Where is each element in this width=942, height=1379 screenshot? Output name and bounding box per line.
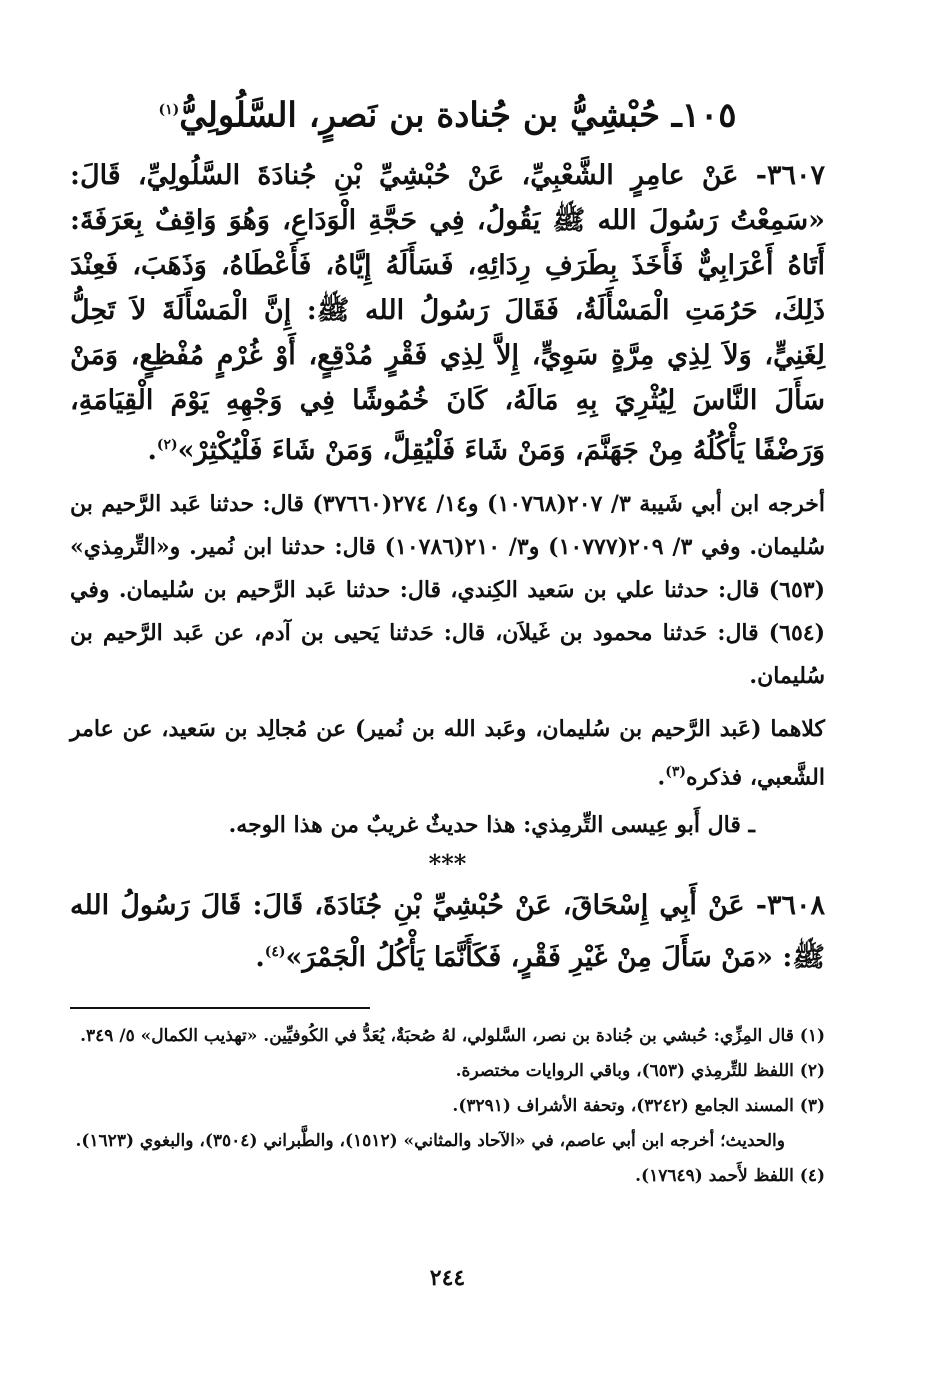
- hadith-3608-number: ٣٦٠٨-: [755, 889, 825, 921]
- footnote-3-continuation: والحديث؛ أخرجه ابن أبي عاصم، في «الآحاد والمثاني» (١٥١٢)، والطَّبراني (٣٥٠٤)، والبغوي (١٦٢٣).: [75, 1130, 785, 1151]
- hadith-3607-text: «سَمِعْتُ رَسُولَ الله ﷺ يَقُولُ، فِي حَجَّةِ الْوَدَاعِ، وَهُوَ وَاقِفٌ بِعَرَفَةَ: أَتَاهُ أَعْرَابِيٌّ فَأَخَذَ بِطَرَفِ رِدَائِهِ، فَسَأَلَهُ إِيَّاهُ، فَأَعْطَاهُ، وَذَهَبَ، فَعِنْدَ ذَلِكَ، حَرُمَتِ الْمَسْأَلَةُ، فَقَالَ رَسُولُ الله ﷺ: إِنَّ الْمَسْأَلَةَ لاَ تَحِلُّ لِغَنِيٍّ، وَلاَ لِذِي مِرَّةٍ سَوِيٍّ، إِلاَّ لِذِي فَقْرٍ مُدْقِعٍ، أَوْ غُرْمٍ مُفْظِعٍ، وَمَنْ سَأَلَ النَّاسَ لِيُثْرِيَ بِهِ مَالَهُ، كَانَ خُمُوشًا فِي وَجْهِهِ يَوْمَ الْقِيَامَةِ، وَرَضْفًا يَأْكُلُهُ مِنْ جَهَنَّمَ، وَمَنْ شَاءَ فَلْيُقِلَّ، وَمَنْ شَاءَ فَلْيُكْثِرْ»: [70, 205, 825, 467]
- section-title-text: ١٠٥ـ حُبْشِيُّ بن جُنادة بن نَصرٍ، السَّلُولِيُّ: [179, 95, 737, 136]
- page-number: ٢٤٤: [429, 1265, 466, 1291]
- hadith-3607: ٣٦٠٧- عَنْ عامِرٍ الشَّعْبِيِّ، عَنْ حُبْشِيِّ بْنِ جُنادَةَ السَّلُولِيِّ، قَالَ: «سَمِعْتُ رَسُولَ الله ﷺ يَقُولُ، فِي حَجَّةِ الْوَدَاعِ، وَهُوَ وَاقِفٌ بِعَرَفَةَ: أَتَاهُ أَعْرَابِيٌّ فَأَخَذَ بِطَرَفِ رِدَائِهِ، فَسَأَلَهُ إِيَّاهُ، فَأَعْطَاهُ، وَذَهَبَ، فَعِنْدَ ذَلِكَ، حَرُمَتِ الْمَسْأَلَةُ، فَقَالَ رَسُولُ الله ﷺ: إِنَّ الْمَسْأَلَةَ لاَ تَحِلُّ لِغَنِيٍّ، وَلاَ لِذِي مِرَّةٍ سَوِيٍّ، إِلاَّ لِذِي فَقْرٍ مُدْقِعٍ، أَوْ غُرْمٍ مُفْظِعٍ، وَمَنْ سَأَلَ النَّاسَ لِيُثْرِيَ بِهِ مَالَهُ، كَانَ خُمُوشًا فِي وَجْهِهِ يَوْمَ الْقِيَامَةِ، وَرَضْفًا يَأْكُلُهُ مِنْ جَهَنَّمَ، وَمَنْ شَاءَ فَلْيُقِلَّ، وَمَنْ شَاءَ فَلْيُكْثِرْ»$^{(٢)}$.: [70, 160, 825, 467]
- hadith-3607-footnote-ref: (٢): [156, 437, 178, 454]
- footnote-4: (٤) اللفظ لأَحمد (١٧٦٤٩).: [635, 1165, 825, 1186]
- footnote-1: (١) قال المِزِّي: حُبشي بن جُنادة بن نصر، السَّلولي، لهُ صُحبَةٌ، يُعَدُّ في الكُوفيِّين. «تهذيب الكمال» ٥/ ٣٤٩.: [80, 1025, 825, 1046]
- footnote-3: (٣) المسند الجامع (٣٢٤٢)، وتحفة الأشراف (٣٢٩١).: [452, 1095, 825, 1116]
- hadith-3608-footnote-ref: (٤): [264, 943, 286, 960]
- title-footnote-ref: (١): [158, 102, 180, 118]
- separator-stars: ***: [428, 848, 467, 878]
- tirmidhi-quote: ـ قال أَبو عِيسى التِّرمِذي: هذا حديثٌ غريبٌ من هذا الوجه.: [228, 811, 755, 838]
- hadith-3607-intro: عَنْ عامِرٍ الشَّعْبِيِّ، عَنْ حُبْشِيِّ بْنِ جُنادَةَ السَّلُولِيِّ، قَالَ:: [70, 160, 739, 192]
- book-page: [70, 80, 825, 1320]
- footnote-divider: [70, 1007, 370, 1009]
- section-title: [70, 80, 825, 145]
- hadith-3608: ٣٦٠٨- عَنْ أَبِي إِسْحَاقَ، عَنْ حُبْشِيِّ بْنِ جُنَادَةَ، قَالَ: قَالَ رَسُولُ الله ﷺ: «مَنْ سَأَلَ مِنْ غَيْرِ فَقْرٍ، فَكَأَنَّمَا يَأْكُلُ الْجَمْرَ»$^{(٤)}$.: [70, 889, 825, 973]
- hadith-3608-intro: عَنْ أَبِي إِسْحَاقَ، عَنْ حُبْشِيِّ بْنِ جُنَادَةَ، قَالَ: قَالَ رَسُولُ الله ﷺ:: [70, 889, 825, 973]
- takhrij-paragraph-2-text: كلاهما (عَبد الرَّحيم بن سُليمان، وعَبد الله بن نُمير) عن مُجالِد بن سَعيد، عن عامر الشَّعبي، فذكره: [70, 716, 825, 791]
- takhrij-paragraph-1: أخرجه ابن أبي شَيبة ٣/ ٢٠٧(١٠٧٦٨) و١٤/ ٢٧٤(٣٧٦٦٠) قال: حدثنا عَبد الرَّحيم بن سُليمان. وفي ٣/ ٢٠٩(١٠٧٧٧) و٣/ ٢١٠(١٠٧٨٦) قال: حدثنا ابن نُمير. و«التِّرمِذي» (٦٥٣) قال: حدثنا علي بن سَعيد الكِندي، قال: حدثنا عَبد الرَّحيم بن سُليمان. وفي (٦٥٤) قال: حَدثنا محمود بن غَيلاَن، قال: حَدثنا يَحيى بن آدم، عن عَبد الرَّحيم بن سُليمان.: [70, 491, 826, 690]
- hadith-3607-number: ٣٦٠٧-: [755, 160, 825, 192]
- takhrij-footnote-ref: (٣): [665, 764, 686, 781]
- takhrij-paragraph-2: كلاهما (عَبد الرَّحيم بن سُليمان، وعَبد الله بن نُمير) عن مُجالِد بن سَعيد، عن عامر الشَّعبي، فذكره$^{(٣)}$.: [70, 716, 825, 791]
- footnote-2: (٢) اللفظ للتِّرمِذي (٦٥٣)، وباقي الروايات مختصرة.: [455, 1060, 825, 1081]
- footnotes: [70, 1019, 825, 1194]
- hadith-3608-text: «مَنْ سَأَلَ مِنْ غَيْرِ فَقْرٍ، فَكَأَنَّمَا يَأْكُلُ الْجَمْرَ»: [285, 941, 773, 973]
